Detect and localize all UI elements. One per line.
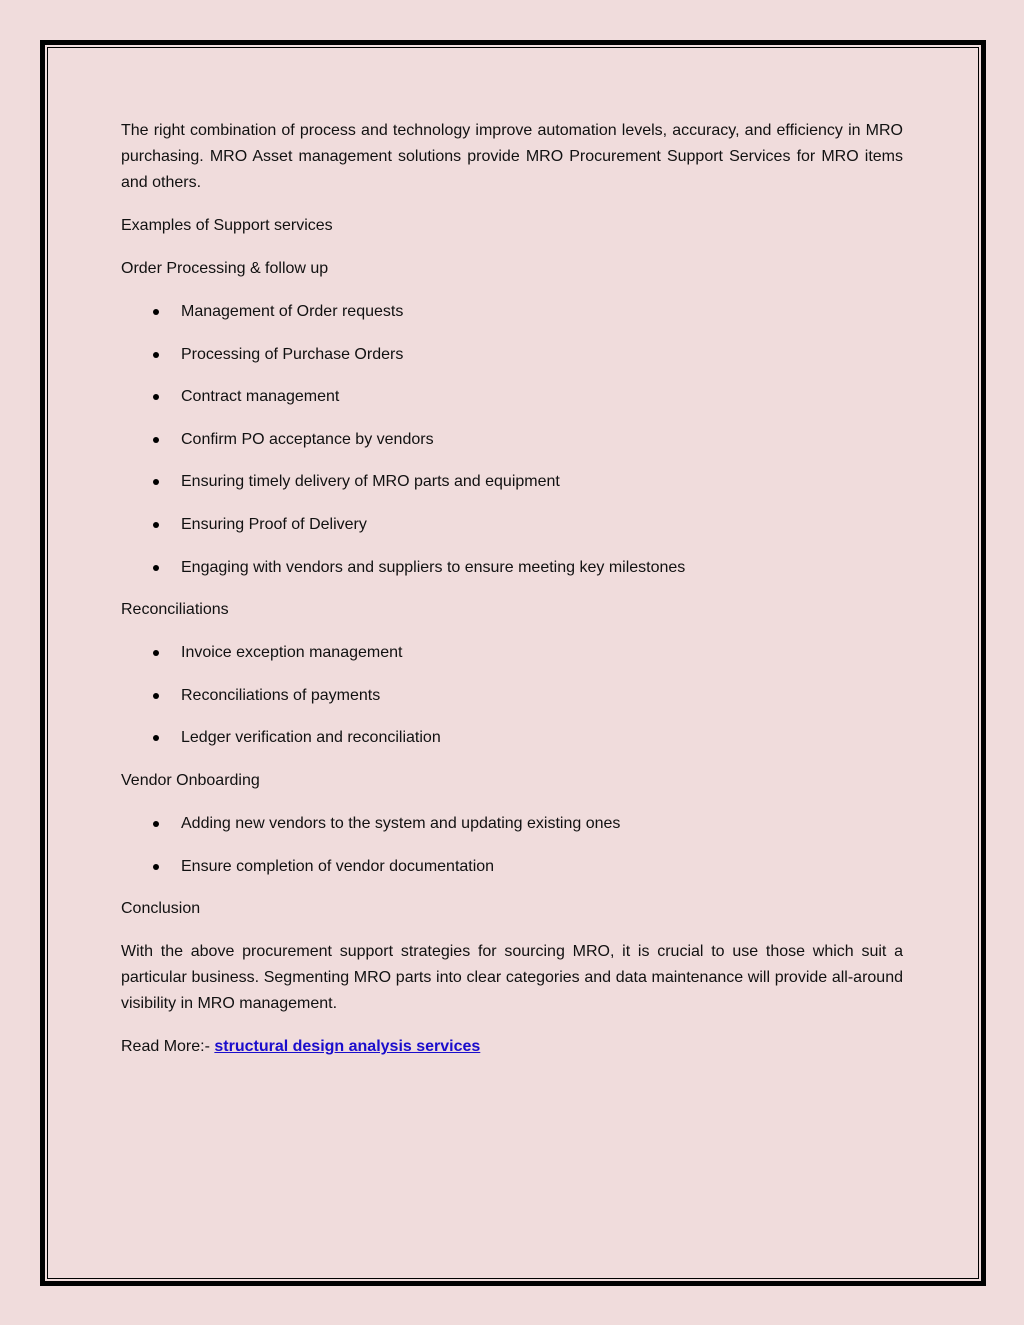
document-body [121,118,903,1077]
list-item: Reconciliations of payments [121,683,903,709]
conclusion-paragraph: With the above procurement support strategies for sourcing MRO, it is crucial to use those which suit a particular business. Segmenting MRO parts into clear categories and data maintenance will provide all-around visibility in MRO management. [121,943,903,1013]
list-item: Ensuring Proof of Delivery [121,512,903,538]
conclusion-heading: Conclusion [121,900,201,918]
vendor-onboarding-list [121,811,903,880]
list-item: Confirm PO acceptance by vendors [121,427,903,453]
read-more-line [121,1034,903,1060]
list-item: Ensure completion of vendor documentation [121,854,903,880]
section-heading-vendor-onboarding: Vendor Onboarding [121,771,260,789]
section-heading-order-processing: Order Processing & follow up [121,260,329,277]
list-item: Ensuring timely delivery of MRO parts and equipment [121,469,903,495]
section-heading-reconciliations: Reconciliations [121,601,229,619]
intro-paragraph: The right combination of process and technology improve automation levels, accuracy, and efficiency in MRO purchasing. MRO Asset management solutions provide MRO Procurement Support Services for MRO items and others. [121,122,903,191]
list-item: Processing of Purchase Orders [121,342,903,368]
reconciliations-list [121,640,903,751]
list-item: Adding new vendors to the system and updating existing ones [121,811,903,837]
list-item: Contract management [121,384,903,410]
read-more-link[interactable]: structural design analysis services [214,1038,481,1056]
list-item: Invoice exception management [121,640,903,666]
list-item: Engaging with vendors and suppliers to ensure meeting key milestones [121,555,903,581]
read-more-prefix: Read More:- [121,1038,215,1056]
order-processing-list [121,299,903,581]
list-item: Management of Order requests [121,299,903,325]
examples-heading: Examples of Support services [121,217,333,234]
list-item: Ledger verification and reconciliation [121,725,903,751]
